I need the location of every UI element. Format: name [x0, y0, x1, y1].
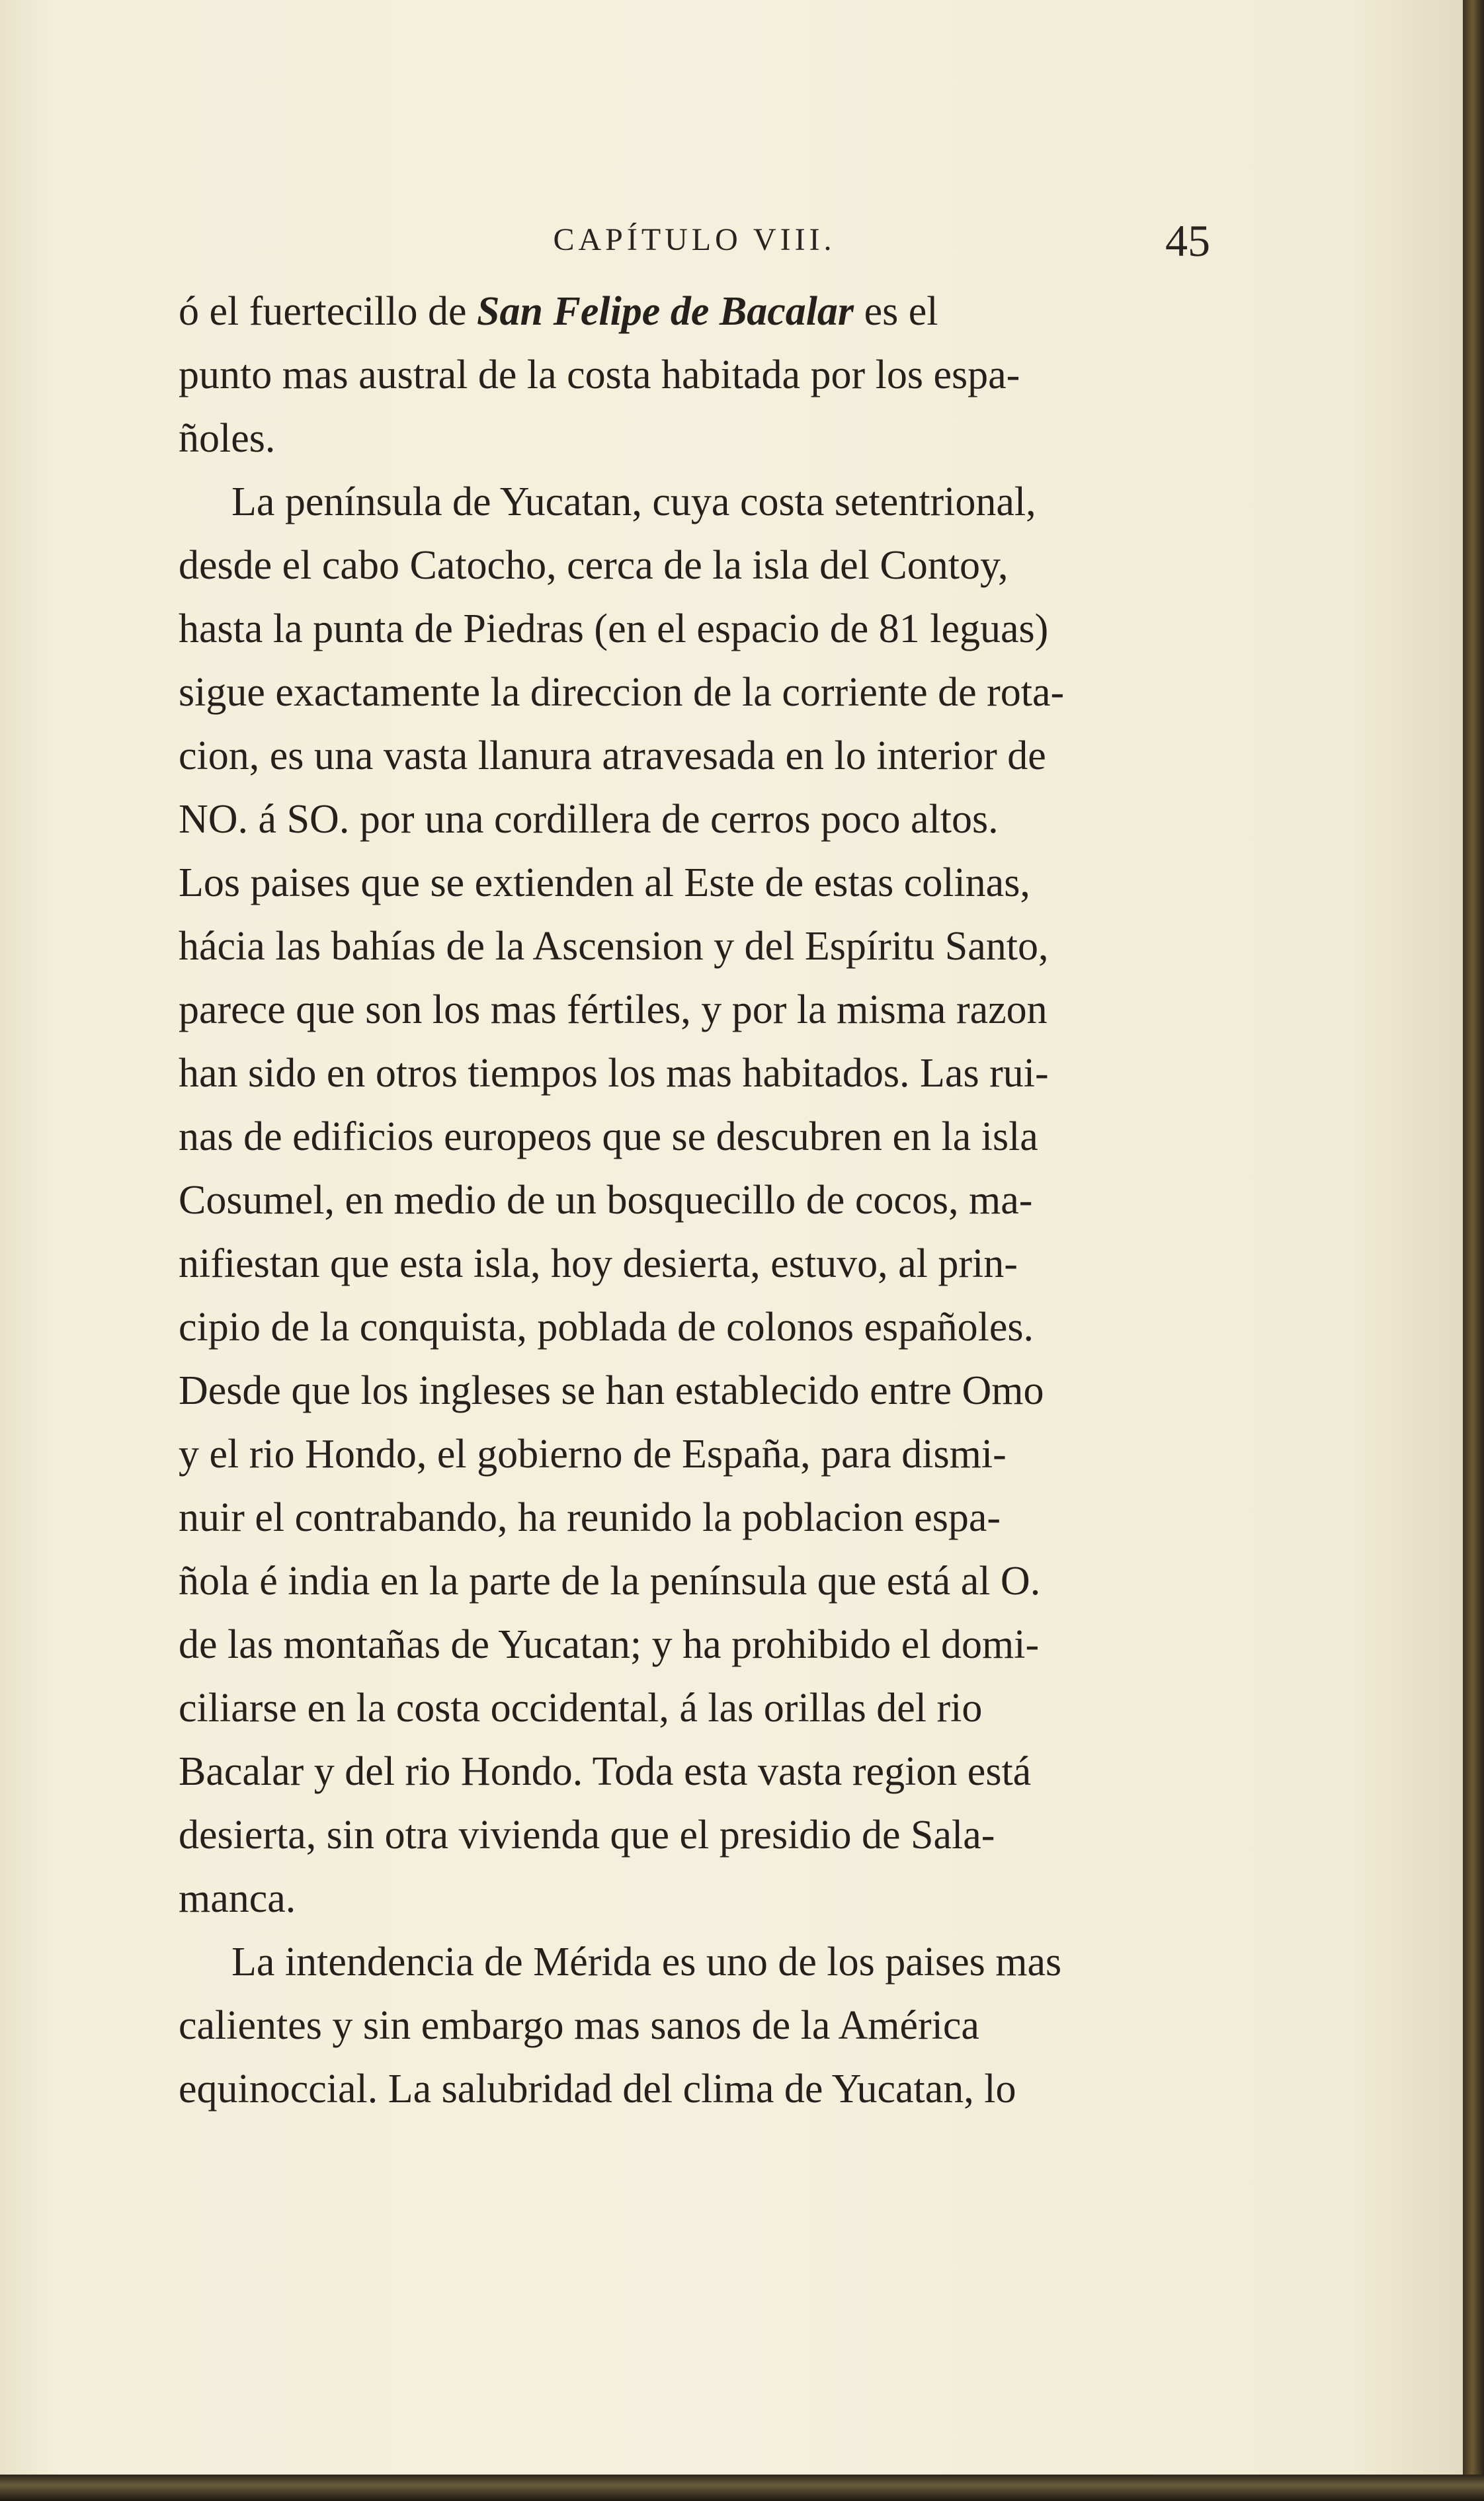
text-line: de las montañas de Yucatan; y ha prohibido el domi-	[179, 1622, 1040, 1667]
text-line: La península de Yucatan, cuya costa setentrional,	[231, 479, 1036, 524]
text-line: han sido en otros tiempos los mas habitados. Las rui-	[179, 1051, 1049, 1096]
running-head: CAPÍTULO VIII.	[553, 222, 836, 257]
page-header	[179, 215, 1210, 268]
text-line: ñoles.	[179, 416, 276, 461]
text-line: punto mas austral de la costa habitada por los espa-	[179, 352, 1020, 397]
emphasized-place-name: San Felipe de Bacalar	[477, 289, 854, 334]
text-line: La intendencia de Mérida es uno de los paises mas	[231, 1940, 1062, 1985]
text-line: Bacalar y del rio Hondo. Toda esta vasta region está	[179, 1749, 1032, 1794]
text-line: hácia las bahías de la Ascension y del Espíritu Santo,	[179, 924, 1049, 969]
text-line: desde el cabo Catocho, cerca de la isla del Contoy,	[179, 543, 1009, 588]
text-line: nifiestan que esta isla, hoy desierta, estuvo, al prin-	[179, 1241, 1018, 1286]
paragraph	[179, 1930, 1217, 2121]
text-line: cion, es una vasta llanura atravesada en lo interior de	[179, 733, 1046, 778]
text-line: parece que son los mas fértiles, y por la misma razon	[179, 987, 1048, 1032]
text-line: equinoccial. La salubridad del clima de Yucatan, lo	[179, 2067, 1016, 2112]
text-line: y el rio Hondo, el gobierno de España, para dismi-	[179, 1432, 1007, 1477]
text-line: cipio de la conquista, poblada de colonos españoles.	[179, 1305, 1034, 1350]
book-spine-edge	[1463, 0, 1484, 2501]
paragraph	[179, 280, 1217, 470]
page-number: 45	[1165, 216, 1210, 266]
page-bottom-edge	[0, 2475, 1484, 2501]
text-line: manca.	[179, 1876, 296, 1921]
text-line: ciliarse en la costa occidental, á las orillas del rio	[179, 1686, 983, 1731]
text-line: ó el fuertecillo de San Felipe de Bacalar es el	[179, 289, 938, 334]
text-line: desierta, sin otra vivienda que el presidio de Sala-	[179, 1813, 995, 1858]
text-line: NO. á SO. por una cordillera de cerros poco altos.	[179, 797, 999, 842]
text-line: Cosumel, en medio de un bosquecillo de cocos, ma-	[179, 1178, 1033, 1223]
text-line: Los paises que se extienden al Este de estas colinas,	[179, 860, 1030, 905]
text-line: Desde que los ingleses se han establecido entre Omo	[179, 1368, 1044, 1413]
text-line: hasta la punta de Piedras (en el espacio de 81 leguas)	[179, 606, 1049, 651]
body-text	[179, 280, 1217, 2121]
text-line: nas de edificios europeos que se descubren en la isla	[179, 1114, 1038, 1159]
text-line: calientes y sin embargo mas sanos de la América	[179, 2003, 979, 2048]
paragraph	[179, 470, 1217, 1930]
text-line: sigue exactamente la direccion de la corriente de rota-	[179, 670, 1065, 715]
text-line: ñola é india en la parte de la península que está al O.	[179, 1559, 1041, 1604]
text-line: nuir el contrabando, ha reunido la poblacion espa-	[179, 1495, 1001, 1540]
